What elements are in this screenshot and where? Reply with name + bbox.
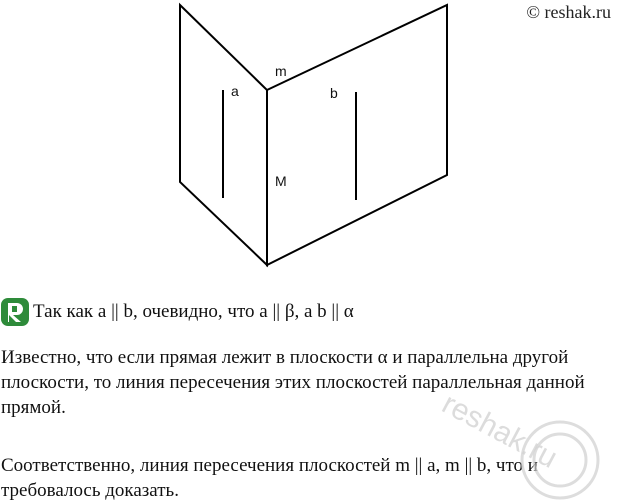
label-M: M (275, 173, 287, 189)
label-m: m (275, 63, 287, 79)
copyright-notice: © reshak.ru (526, 2, 611, 22)
watermark-text: reshak.ru (436, 387, 563, 475)
label-a: a (231, 83, 239, 99)
reshak-logo-icon (0, 297, 30, 327)
intro-text: Так как a || b, очевидно, что a || β, a b || α (33, 301, 354, 322)
paragraph-2: Соответственно, линия пересечения плоскостей m || a, m || b, что и требовалось доказать. (1, 455, 538, 501)
intro-line (0, 297, 354, 327)
paragraph-1: Известно, что если прямая лежит в плоскости α и параллельна другой плоскости, то линия пересечения этих плоскостей параллельная данной прямой. (1, 347, 585, 418)
label-b: b (330, 85, 338, 101)
